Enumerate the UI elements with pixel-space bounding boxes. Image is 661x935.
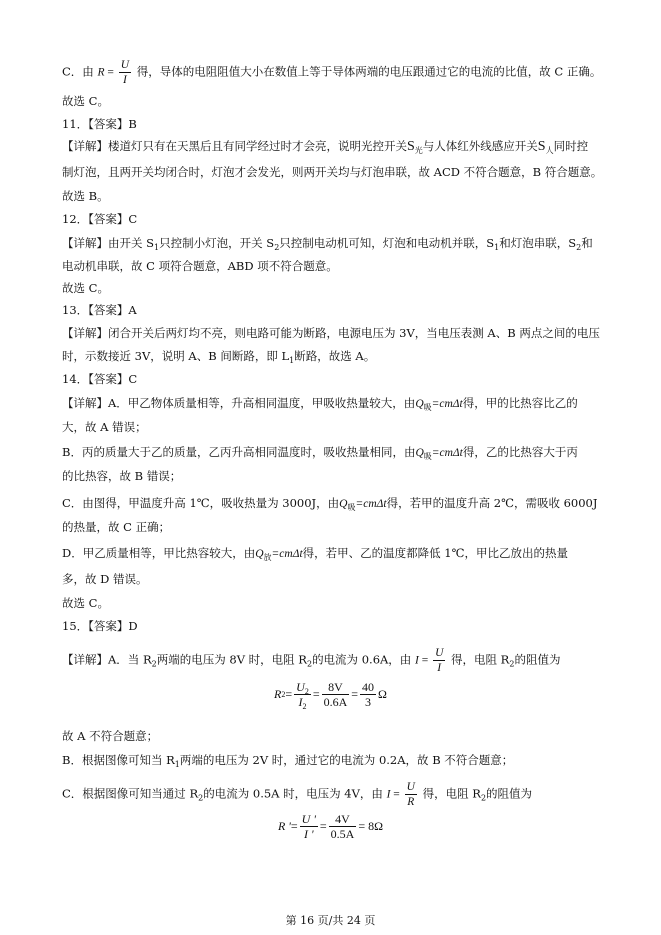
detail-12-line1: 【详解】由开关 $S_1$只控制小灯泡，开关 $S_2$只控制电动机可知，灯泡和电动机并联，$S_1$和灯泡串联，$S_2$和 xyxy=(62,236,593,252)
detail-15-c-line1: C．根据图像可知当通过 $R_2$的电流为 0.5A 时，电压为 4V，由 I = $\frac{U}{R}$ 得，电阻 $R_2$的阻值为 xyxy=(62,781,533,808)
detail-14-c-line2: 的热量，故 C 正确； xyxy=(62,520,171,534)
fraction-u-over-i: $\frac{U}{I}$ xyxy=(120,59,130,86)
select-b-1: 故选 B。 xyxy=(62,189,109,203)
detail-14-c-line1: C．由图得，甲温度升高 1℃，吸收热量为 3000J，由$Q_吸=cm\Delta t$得，若甲的温度升高 2℃，需吸收 6000J xyxy=(62,496,598,512)
answer-12: 12．【答案】C xyxy=(62,212,138,226)
detail-14-d-line1: D．甲乙质量相等，甲比热容较大，由$Q_放=cm\Delta t$得，若甲、乙的温度都降低 1℃，甲比乙放出的热量 xyxy=(62,546,568,562)
page-footer: 第 16 页/共 24 页 xyxy=(285,914,376,927)
detail-12-line2: 电动机串联，故 C 项符合题意，ABD 项不符合题意。 xyxy=(62,259,338,273)
equation-r2: R 2 = $\frac{U_2}{I_2}$ = $\frac{8V}{0.6A}$ = $\frac{40}{3}$ Ω xyxy=(274,680,387,711)
answer-13: 13．【答案】A xyxy=(62,303,137,317)
detail-11-line1: 【详解】楼道灯只有在天黑后且有同学经过时才会亮，说明光控开关$S_光$与人体红外线感应开关$S_人$同时控 xyxy=(62,139,589,155)
answer-14: 14．【答案】C xyxy=(62,372,138,386)
equation-r-prime: R ' = $\frac{U '}{I '}$ = $\frac{4V}{0.5A}$ = 8Ω xyxy=(277,812,384,841)
fraction-u-over-r: $\frac{U}{R}$ xyxy=(406,781,415,808)
fraction-u-over-i-2: $\frac{U}{I}$ xyxy=(435,647,444,674)
detail-13-line2: 时，示数接近 3V，说明 A、B 间断路，即 $L_1$断路，故选 A。 xyxy=(62,349,376,365)
detail-15-a-line2: 故 A 不符合题意； xyxy=(62,729,159,743)
option-c-text: C．由 R = $\frac{U}{I}$ 得，导体的电阻阻值大小在数值上等于导体两端的电压跟通过它的电流的比值，故 C 正确。 xyxy=(62,59,602,86)
detail-14-d-line2: 多，故 D 错误。 xyxy=(62,572,148,586)
detail-14-b-line1: B．丙的质量大于乙的质量，乙丙升高相同温度时，吸收热量相同，由$Q_吸=cm\Delta t$得，乙的比热容大于丙 xyxy=(62,445,578,461)
select-c-2: 故选 C。 xyxy=(62,281,109,295)
detail-14-a-line1: 【详解】A．甲乙物体质量相等，升高相同温度，甲吸收热量较大，由$Q_吸=cm\Delta t$得，甲的比热容比乙的 xyxy=(62,396,578,412)
detail-14-b-line2: 的比热容，故 B 错误； xyxy=(62,469,182,483)
detail-14-a-line2: 大，故 A 错误； xyxy=(62,420,147,434)
detail-15-b-line1: B．根据图像可知当 $R_1$两端的电压为 2V 时，通过它的电流为 0.2A，故 B 不符合题意； xyxy=(62,753,514,769)
detail-13-line1: 【详解】闭合开关后两灯均不亮，则电路可能为断路，电源电压为 3V，当电压表测 A、B 两点之间的电压 xyxy=(62,326,600,340)
detail-15-a-line1: 【详解】A．当 $R_2$两端的电压为 8V 时，电阻 $R_2$的电流为 0.6A，由 I = $\frac{U}{I}$ 得，电阻 $R_2$的阻值为 xyxy=(62,647,561,674)
select-c-3: 故选 C。 xyxy=(62,596,109,610)
answer-15: 15．【答案】D xyxy=(62,619,138,633)
answer-11: 11．【答案】B xyxy=(62,117,137,131)
select-c-1: 故选 C。 xyxy=(62,94,109,108)
detail-11-line2: 制灯泡，且两开关均闭合时，灯泡才会发光，则两开关均与灯泡串联，故 ACD 不符合题意，B 符合题意。 xyxy=(62,165,603,179)
